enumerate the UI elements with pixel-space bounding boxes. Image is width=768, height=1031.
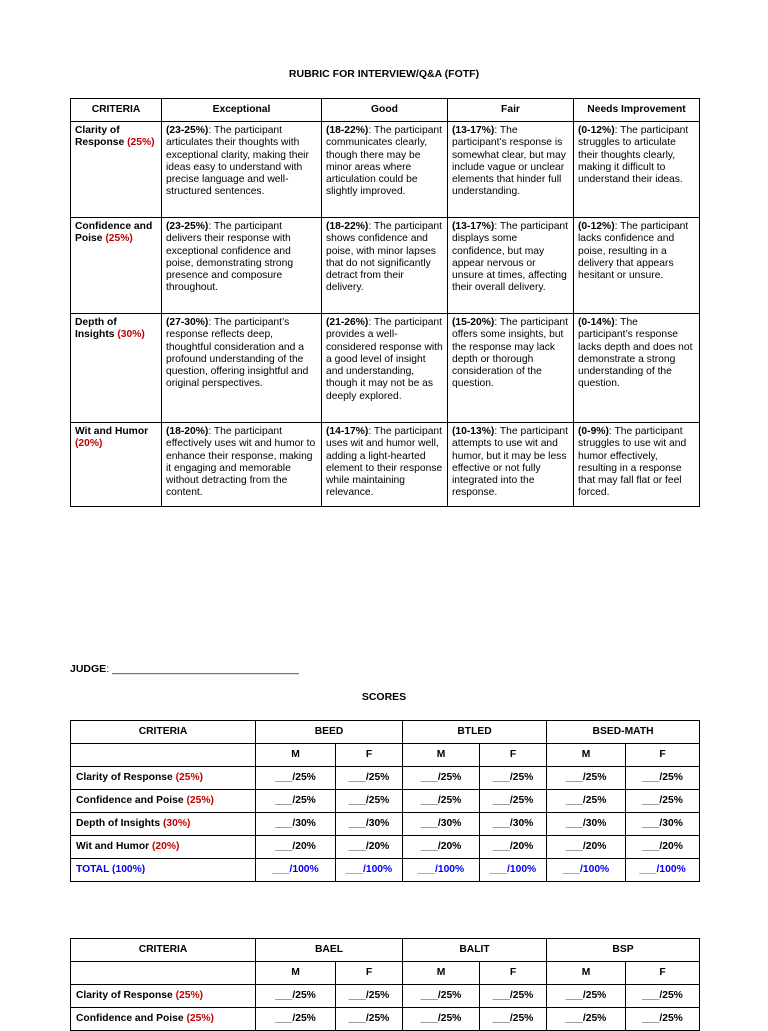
score-blank[interactable]: ___/25% <box>626 790 700 813</box>
scores-criterion <box>71 985 256 1008</box>
score-range: (0-9%) <box>578 426 609 437</box>
rubric-cell <box>574 314 700 423</box>
score-range: (14-17%) <box>326 426 369 437</box>
gender-header: F <box>336 744 403 767</box>
scores-criterion-weight: (25%) <box>186 1012 214 1024</box>
rubric-header-exceptional: Exceptional <box>162 99 322 122</box>
score-blank[interactable]: ___/20% <box>403 836 480 859</box>
rubric-criterion <box>71 423 162 507</box>
score-blank[interactable]: ___/25% <box>547 985 626 1008</box>
score-blank[interactable]: ___/25% <box>403 767 480 790</box>
gender-header: M <box>403 962 480 985</box>
score-blank[interactable]: ___/25% <box>403 790 480 813</box>
scores-criterion-weight: (25%) <box>175 989 204 1001</box>
score-blank[interactable]: ___/25% <box>336 790 403 813</box>
scores-criterion-weight: (30%) <box>162 817 191 829</box>
scores-row <box>71 813 700 836</box>
scores-criterion <box>71 767 256 790</box>
score-blank[interactable]: ___/30% <box>256 813 336 836</box>
score-blank[interactable]: ___/100% <box>480 859 547 882</box>
descriptor-text: : The participant’s response lacks depth and does not demonstrate a strong understanding of the question. <box>578 317 693 390</box>
score-blank[interactable]: ___/20% <box>547 836 626 859</box>
score-blank[interactable]: ___/100% <box>547 859 626 882</box>
scores-criterion <box>71 836 256 859</box>
scores-criterion <box>71 813 256 836</box>
scores-criterion-weight: (20%) <box>152 840 180 852</box>
scores-criterion <box>71 859 256 882</box>
scores-criterion-label: Clarity of Response <box>76 771 173 783</box>
rubric-table <box>70 98 700 507</box>
scores-table-2 <box>70 938 700 1031</box>
gender-header: M <box>547 962 626 985</box>
rubric-cell <box>322 122 448 218</box>
descriptor-text: : The participant offers some insights, but the response may lack depth or thorough consideration of the question. <box>452 317 569 390</box>
criterion-label: Wit and Humor <box>75 426 149 437</box>
score-blank[interactable]: ___/20% <box>626 836 700 859</box>
score-blank[interactable]: ___/30% <box>336 813 403 836</box>
rubric-cell <box>574 218 700 314</box>
gender-header: M <box>256 744 336 767</box>
scores-title: SCORES <box>361 691 407 703</box>
score-range: (21-26%) <box>326 317 369 328</box>
score-range: (0-12%) <box>578 125 615 136</box>
rubric-header-row <box>71 99 700 122</box>
score-blank[interactable]: ___/25% <box>403 985 480 1008</box>
score-range: (18-20%) <box>166 426 209 437</box>
score-blank[interactable]: ___/25% <box>256 985 336 1008</box>
criterion-weight: (25%) <box>127 137 155 149</box>
criterion-label: Depth of Insights <box>75 317 117 341</box>
scores-program-header-row <box>71 721 700 744</box>
rubric-cell <box>322 314 448 423</box>
score-blank[interactable]: ___/100% <box>336 859 403 882</box>
score-range: (27-30%) <box>166 317 209 328</box>
rubric-cell <box>322 218 448 314</box>
criterion-label: Confidence and Poise <box>75 221 153 245</box>
scores-program-header-row <box>71 939 700 962</box>
score-range: (10-13%) <box>452 426 495 437</box>
score-blank[interactable]: ___/25% <box>336 985 403 1008</box>
rubric-cell <box>448 314 574 423</box>
rubric-cell <box>162 314 322 423</box>
score-range: (18-22%) <box>326 125 369 136</box>
descriptor-text: : The participant communicates clearly, though there may be minor areas where articulation could be slightly improved. <box>326 125 443 198</box>
score-blank[interactable]: ___/25% <box>256 767 336 790</box>
score-blank[interactable]: ___/25% <box>256 1008 336 1031</box>
score-blank[interactable]: ___/100% <box>256 859 336 882</box>
rubric-cell <box>448 423 574 507</box>
rubric-row <box>71 122 700 218</box>
rubric-header-fair: Fair <box>448 99 574 122</box>
scores-gender-header-row <box>71 744 700 767</box>
rubric-criterion <box>71 218 162 314</box>
score-blank[interactable]: ___/20% <box>256 836 336 859</box>
score-blank[interactable]: ___/30% <box>480 813 547 836</box>
criterion-weight: (25%) <box>105 233 133 245</box>
scores-header-criteria: CRITERIA <box>71 721 256 744</box>
score-blank[interactable]: ___/25% <box>547 790 626 813</box>
program-header: BTLED <box>403 721 547 744</box>
descriptor-text: : The participant delivers their response with exceptional confidence and poise, demonstrating strong presence and composure throughout. <box>166 221 294 294</box>
empty-cell <box>71 962 256 985</box>
score-blank[interactable]: ___/25% <box>336 1008 403 1031</box>
program-header: BAEL <box>256 939 403 962</box>
score-blank[interactable]: ___/30% <box>626 813 700 836</box>
criterion-label: Clarity of Response <box>75 125 125 149</box>
gender-header: M <box>547 744 626 767</box>
descriptor-text: : The participant’s response is somewhat clear, but may include vague or unclear elements that hinder full understanding. <box>452 125 566 198</box>
score-blank[interactable]: ___/25% <box>626 985 700 1008</box>
rubric-header-criteria: CRITERIA <box>71 99 162 122</box>
gender-header: M <box>403 744 480 767</box>
score-blank[interactable]: ___/25% <box>336 767 403 790</box>
judge-field: JUDGE: ________________________________ <box>70 663 299 675</box>
gender-header: M <box>256 962 336 985</box>
scores-criterion <box>71 1008 256 1031</box>
descriptor-text: : The participant articulates their thoughts with exceptional clarity, making their ideas easy to understand with precise language and well-structured sentences. <box>166 125 309 198</box>
scores-row <box>71 859 700 882</box>
score-range: (23-25%) <box>166 221 209 232</box>
rubric-criterion <box>71 122 162 218</box>
rubric-cell <box>574 423 700 507</box>
scores-row <box>71 790 700 813</box>
scores-criterion-label: TOTAL (100%) <box>76 863 146 875</box>
scores-criterion-weight: (25%) <box>175 771 204 783</box>
descriptor-text: : The participant effectively uses wit and humor to enhance their response, making it engaging and memorable without detracting from the content. <box>166 426 316 499</box>
program-header: BEED <box>256 721 403 744</box>
score-blank[interactable]: ___/100% <box>626 859 700 882</box>
score-blank[interactable]: ___/25% <box>547 767 626 790</box>
rubric-cell <box>448 122 574 218</box>
descriptor-text: : The participant provides a well-considered response with a good level of insight and understanding, though it may not be as deeply explored. <box>326 317 443 402</box>
score-blank[interactable]: ___/25% <box>480 767 547 790</box>
empty-cell <box>71 744 256 767</box>
gender-header: F <box>626 962 700 985</box>
score-blank[interactable]: ___/25% <box>256 790 336 813</box>
score-range: (13-17%) <box>452 125 495 136</box>
score-blank[interactable]: ___/30% <box>403 813 480 836</box>
rubric-cell <box>322 423 448 507</box>
scores-criterion-label: Confidence and Poise <box>76 794 184 806</box>
score-range: (0-12%) <box>578 221 615 232</box>
descriptor-text: : The participant shows confidence and poise, with minor lapses that do not significantly detract from their delivery. <box>326 221 443 294</box>
scores-criterion-label: Confidence and Poise <box>76 1012 184 1024</box>
rubric-row <box>71 314 700 423</box>
score-blank[interactable]: ___/20% <box>480 836 547 859</box>
scores-gender-header-row <box>71 962 700 985</box>
criterion-weight: (30%) <box>117 329 145 341</box>
rubric-cell <box>448 218 574 314</box>
rubric-cell <box>574 122 700 218</box>
score-blank[interactable]: ___/30% <box>547 813 626 836</box>
program-header: BSP <box>547 939 700 962</box>
score-range: (15-20%) <box>452 317 495 328</box>
rubric-row <box>71 423 700 507</box>
gender-header: F <box>626 744 700 767</box>
score-blank[interactable]: ___/25% <box>547 1008 626 1031</box>
score-blank[interactable]: ___/20% <box>336 836 403 859</box>
descriptor-text: : The participant displays some confidence, but may appear nervous or unsure at times, affecting their overall delivery. <box>452 221 569 294</box>
score-blank[interactable]: ___/25% <box>480 790 547 813</box>
judge-signature-line[interactable]: ________________________________ <box>112 663 299 675</box>
scores-row <box>71 767 700 790</box>
scores-row <box>71 836 700 859</box>
score-range: (13-17%) <box>452 221 495 232</box>
score-blank[interactable]: ___/25% <box>480 985 547 1008</box>
score-blank[interactable]: ___/25% <box>403 1008 480 1031</box>
scores-criterion <box>71 790 256 813</box>
rubric-header-good: Good <box>322 99 448 122</box>
rubric-header-needs-improvement: Needs Improvement <box>574 99 700 122</box>
rubric-criterion <box>71 314 162 423</box>
score-blank[interactable]: ___/25% <box>626 1008 700 1031</box>
score-range: (0-14%) <box>578 317 615 328</box>
score-blank[interactable]: ___/25% <box>480 1008 547 1031</box>
scores-row <box>71 985 700 1008</box>
score-blank[interactable]: ___/100% <box>403 859 480 882</box>
rubric-cell <box>162 122 322 218</box>
rubric-cell <box>162 218 322 314</box>
scores-criterion-label: Depth of Insights <box>76 817 161 829</box>
scores-table-1 <box>70 720 700 882</box>
gender-header: F <box>336 962 403 985</box>
scores-row <box>71 1008 700 1031</box>
descriptor-text: : The participant attempts to use wit and humor, but it may be less effective or not fully integrated into the response. <box>452 426 569 499</box>
descriptor-text: : The participant struggles to use wit and humor effectively, resulting in a response that may fall flat or feel forced. <box>578 426 687 499</box>
rubric-cell <box>162 423 322 507</box>
scores-criterion-weight: (25%) <box>186 794 214 806</box>
descriptor-text: : The participant uses wit and humor well, adding a light-hearted element to their response while maintaining relevance. <box>326 426 443 499</box>
score-range: (23-25%) <box>166 125 209 136</box>
score-blank[interactable]: ___/25% <box>626 767 700 790</box>
program-header: BSED-MATH <box>547 721 700 744</box>
rubric-row <box>71 218 700 314</box>
scores-header-criteria: CRITERIA <box>71 939 256 962</box>
judge-label: JUDGE <box>70 663 107 675</box>
descriptor-text: : The participant lacks confidence and poise, resulting in a delivery that appears hesitant or unsure. <box>578 221 689 282</box>
page-title: RUBRIC FOR INTERVIEW/Q&A (FOTF) <box>288 68 480 80</box>
descriptor-text: : The participant struggles to articulate their thoughts clearly, making it difficult to understand their ideas. <box>578 125 689 186</box>
score-range: (18-22%) <box>326 221 369 232</box>
criterion-weight: (20%) <box>75 438 103 450</box>
scores-criterion-label: Wit and Humor <box>76 840 150 852</box>
scores-criterion-label: Clarity of Response <box>76 989 173 1001</box>
descriptor-text: : The participant’s response reflects deep, thoughtful consideration and a profound understanding of the question, offering insightful and original perspectives. <box>166 317 309 390</box>
gender-header: F <box>480 744 547 767</box>
gender-header: F <box>480 962 547 985</box>
program-header: BALIT <box>403 939 547 962</box>
